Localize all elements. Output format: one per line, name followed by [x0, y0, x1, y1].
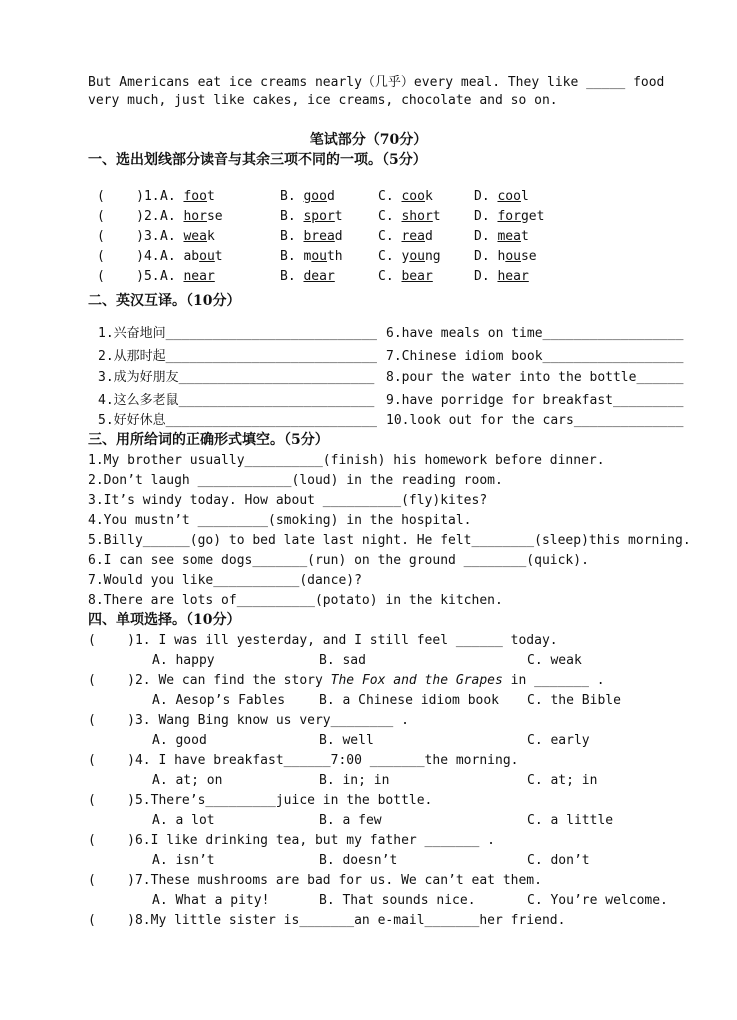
underlined-part: coo [401, 189, 425, 204]
underlined-part: spor [303, 209, 335, 224]
word-part: t [432, 209, 441, 224]
option-d [474, 268, 529, 286]
choice-b: B. doesn’t [319, 853, 398, 868]
choice-b: B. That sounds nice. [319, 893, 476, 908]
translate-item-right: 9.have porridge for breakfast_________ [386, 393, 684, 408]
translate-item-left: 3.成为好朋友_________________________ [98, 370, 375, 385]
option-letter: B. [280, 249, 296, 264]
option-d [474, 228, 529, 246]
option-letter: A. [160, 249, 176, 264]
translate-item-left: 5.好好休息___________________________ [98, 413, 377, 428]
translate-item-right: 7.Chinese idiom book__________________ [386, 349, 684, 364]
underlined-part: bear [401, 269, 433, 284]
underlined-part: foo [183, 189, 207, 204]
question-number: ( )1. [97, 189, 160, 204]
question-number: ( )4. [97, 249, 160, 264]
translate-item-right: 10.look out for the cars______________ [386, 413, 684, 428]
option-b [280, 208, 343, 226]
option-letter: A. [160, 189, 176, 204]
choice-a: A. happy [152, 653, 215, 668]
option-b [280, 228, 343, 246]
intro-line-2: very much, just like cakes, ice creams, chocolate and so on. [88, 93, 558, 108]
question-number: ( )2. [97, 209, 160, 224]
underlined-part: mea [497, 229, 521, 244]
fill-item: 1.My brother usually__________(finish) his homework before dinner. [88, 453, 605, 468]
word-part: se [520, 249, 537, 264]
choice-question: ( )6.I like drinking tea, but my father _______ . [88, 833, 495, 848]
fill-item: 7.Would you like___________(dance)? [88, 573, 362, 588]
option-a [160, 188, 215, 206]
written-part-title: 笔试部分（70分） [309, 132, 428, 148]
choice-b: B. in; in [319, 773, 390, 788]
word-part: th [326, 249, 343, 264]
story-title: The Fox and the Grapes [330, 673, 503, 688]
word-part: d [326, 189, 335, 204]
option-a [160, 248, 223, 266]
option-letter: A. [160, 269, 176, 284]
section-1-title: 一、选出划线部分读音与其余三项不同的一项。（5分） [88, 152, 427, 168]
question-text: ( )2. We can find the story [88, 673, 331, 688]
option-letter: C. [378, 249, 394, 264]
choice-a: A. good [152, 733, 207, 748]
option-letter: B. [280, 269, 296, 284]
option-b [280, 188, 335, 206]
option-c [378, 228, 433, 246]
choice-a: A. a lot [152, 813, 215, 828]
translate-item-left: 4.这么多老鼠_________________________ [98, 393, 375, 408]
underlined-part: ou [409, 249, 425, 264]
option-letter: C. [378, 189, 394, 204]
choice-a: A. What a pity! [152, 893, 270, 908]
question-number: ( )3. [97, 229, 160, 244]
option-c [378, 208, 441, 226]
option-letter: B. [280, 229, 296, 244]
section-4-title: 四、单项选择。（10分） [88, 612, 241, 628]
underlined-part: hear [497, 269, 529, 284]
word-part: se [206, 209, 223, 224]
choice-a: A. isn’t [152, 853, 215, 868]
word-part: t [520, 229, 529, 244]
fill-item: 5.Billy______(go) to bed late last night. He felt________(sleep)this morning. [88, 533, 691, 548]
translate-item-left: 2.从那时起___________________________ [98, 349, 377, 364]
choice-c: C. weak [527, 653, 582, 668]
underlined-part: ou [505, 249, 521, 264]
underlined-part: for [497, 209, 521, 224]
option-c [378, 248, 441, 266]
section-3-title: 三、用所给词的正确形式填空。（5分） [88, 432, 329, 448]
choice-question: ( )7.These mushrooms are bad for us. We can’t eat them. [88, 873, 542, 888]
option-a [160, 268, 215, 286]
choice-b: B. well [319, 733, 374, 748]
option-letter: D. [474, 269, 490, 284]
word-part: m [303, 249, 312, 264]
word-part: t [334, 209, 343, 224]
option-letter: C. [378, 209, 394, 224]
underlined-part: coo [497, 189, 521, 204]
option-letter: D. [474, 189, 490, 204]
option-d [474, 188, 529, 206]
word-part: k [206, 229, 215, 244]
option-a [160, 208, 223, 226]
choice-c: C. at; in [527, 773, 598, 788]
option-a [160, 228, 215, 246]
choice-b: B. a few [319, 813, 382, 828]
choice-question: ( )3. Wang Bing know us very________ . [88, 713, 409, 728]
word-part: l [520, 189, 529, 204]
word-part: h [497, 249, 506, 264]
word-part: d [424, 229, 433, 244]
choice-question: ( )5.There’s_________juice in the bottle. [88, 793, 433, 808]
word-part: d [334, 229, 343, 244]
choice-c: C. early [527, 733, 590, 748]
underlined-part: wea [183, 229, 207, 244]
option-letter: A. [160, 209, 176, 224]
option-letter: A. [160, 229, 176, 244]
choice-b: B. sad [319, 653, 366, 668]
word-part: y [401, 249, 410, 264]
option-letter: D. [474, 209, 490, 224]
option-c [378, 268, 433, 286]
choice-question [88, 672, 605, 690]
option-b [280, 248, 343, 266]
choice-question: ( )8.My little sister is_______an e-mail_______her friend. [88, 913, 566, 928]
option-c [378, 188, 433, 206]
choice-question: ( )1. I was ill yesterday, and I still feel ______ today. [88, 633, 558, 648]
option-letter: C. [378, 269, 394, 284]
word-part: ab [183, 249, 200, 264]
choice-a: A. Aesop’s Fables [152, 693, 286, 708]
question-number: ( )5. [97, 269, 160, 284]
choice-a: A. at; on [152, 773, 223, 788]
underlined-part: ou [311, 249, 327, 264]
choice-question: ( )4. I have breakfast______7:00 _______the morning. [88, 753, 519, 768]
underlined-part: hor [183, 209, 207, 224]
option-d [474, 248, 537, 266]
underlined-part: shor [401, 209, 433, 224]
option-letter: B. [280, 189, 296, 204]
underlined-part: near [183, 269, 215, 284]
underlined-part: brea [303, 229, 335, 244]
underlined-part: ou [199, 249, 215, 264]
word-part: t [206, 189, 215, 204]
underlined-part: goo [303, 189, 327, 204]
fill-item: 8.There are lots of__________(potato) in the kitchen. [88, 593, 503, 608]
translate-item-right: 6.have meals on time__________________ [386, 326, 684, 341]
word-part: get [520, 209, 545, 224]
fill-item: 3.It’s windy today. How about __________(fly)kites? [88, 493, 488, 508]
intro-line-1: But Americans eat ice creams nearly（几乎）every meal. They like _____ food [88, 75, 665, 90]
underlined-part: dear [303, 269, 335, 284]
choice-c: C. a little [527, 813, 614, 828]
choice-c: C. don’t [527, 853, 590, 868]
choice-c: C. the Bible [527, 693, 621, 708]
choice-b: B. a Chinese idiom book [319, 693, 500, 708]
option-letter: C. [378, 229, 394, 244]
fill-item: 6.I can see some dogs_______(run) on the ground ________(quick). [88, 553, 589, 568]
option-b [280, 268, 335, 286]
fill-item: 4.You mustn’t _________(smoking) in the hospital. [88, 513, 472, 528]
fill-item: 2.Don’t laugh ____________(loud) in the reading room. [88, 473, 503, 488]
option-letter: D. [474, 249, 490, 264]
option-letter: B. [280, 209, 296, 224]
translate-item-left: 1.兴奋地问___________________________ [98, 326, 377, 341]
choice-c: C. You’re welcome. [527, 893, 668, 908]
question-text: in _______ . [502, 673, 605, 688]
option-d [474, 208, 544, 226]
option-letter: D. [474, 229, 490, 244]
word-part: t [214, 249, 223, 264]
section-2-title: 二、英汉互译。（10分） [88, 293, 241, 309]
word-part: ng [424, 249, 441, 264]
word-part: k [424, 189, 433, 204]
translate-item-right: 8.pour the water into the bottle______ [386, 370, 684, 385]
underlined-part: rea [401, 229, 425, 244]
